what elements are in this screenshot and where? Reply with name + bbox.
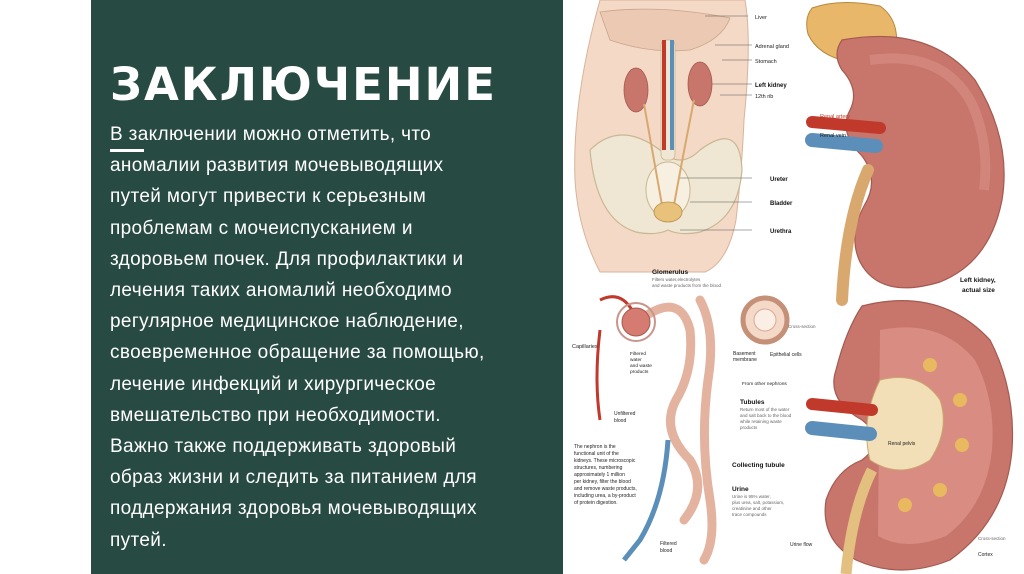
body-line: своевременное обращение за помощью, [110, 342, 485, 364]
label-capillaries: Capillaries [572, 344, 598, 350]
body-line: регулярное медицинское наблюдение, [110, 311, 464, 333]
label-tubules-sub-3: while retaining waste [740, 419, 782, 424]
renal-artery [812, 122, 880, 128]
label-unfiltered-1: Unfiltered [614, 411, 636, 417]
label-urine-sub-1: Urine is 95% water, [732, 494, 771, 499]
label-urine-sub-4: trace compounds [732, 512, 767, 517]
bladder-small [654, 202, 682, 222]
body-line: вмешательство при необходимости. [110, 404, 441, 426]
label-from-other: From other nephrons [742, 382, 787, 387]
body-line: путей. [110, 529, 167, 551]
label-ureter: Ureter [770, 177, 788, 183]
body-line: лечение инфекций и хирургическое [110, 373, 437, 395]
label-cortex: Cortex [978, 552, 993, 558]
label-glomerulus-sub-1: Filters water,electrolytes [652, 277, 701, 282]
label-urine-sub-3: creatinine and other [732, 506, 772, 511]
glomerulus-ball [622, 308, 650, 336]
label-tubules-sub-2: and salt back to the blood [740, 413, 792, 418]
big-kidney [837, 36, 1004, 287]
slide-title: ЗАКЛЮЧЕНИЕ [110, 58, 497, 111]
label-left-kidney-size-2: actual size [962, 287, 995, 294]
label-epithelial: Epithelial cells [770, 352, 802, 358]
nephron-desc-line: approximately 1 million [574, 472, 625, 478]
nephron-desc-line: and remove waste products, [574, 486, 637, 492]
label-renal-vein: Renal vein [820, 133, 846, 139]
body-line: аномалии развития мочевыводящих [110, 155, 444, 177]
kidney-section-diagram [790, 301, 1013, 574]
label-liver: Liver [755, 15, 767, 21]
nephron-desc-line: per kidney, filter the blood [574, 479, 631, 485]
label-cross-section-kidney: Cross-section [978, 536, 1006, 541]
body-line: лечения таких аномалий необходимо [110, 280, 452, 302]
body-line: Важно также поддерживать здоровый [110, 436, 457, 458]
label-tubules: Tubules [740, 399, 765, 406]
body-line: здоровьем почек. Для профилактики и [110, 248, 464, 270]
nephron-description [574, 444, 637, 506]
label-urine-sub-2: plus urea, salt, potassium, [732, 500, 785, 505]
label-stomach: Stomach [755, 59, 777, 65]
label-tubules-sub-4: products [740, 425, 758, 430]
label-urine-flow: Urine flow [790, 542, 813, 548]
nephron-desc-line: structures, numbering [574, 465, 623, 471]
torso-diagram [575, 0, 793, 272]
left-kidney-small [688, 62, 712, 106]
label-cross-section-nephron: Cross-section [788, 324, 816, 329]
nephron-desc-line: functional unit of the [574, 451, 619, 457]
urinary-system-illustration [563, 0, 1024, 574]
label-glomerulus: Glomerulus [652, 269, 689, 276]
label-urine: Urine [732, 486, 749, 493]
label-unfiltered-2: blood [614, 418, 627, 424]
label-tubules-sub-1: Return most of the water [740, 407, 790, 412]
body-line: образ жизни и следить за питанием для [110, 467, 477, 489]
body-line: поддержания здоровья мочевыводящих [110, 498, 477, 520]
label-collecting: Collecting tubule [732, 462, 785, 469]
label-filtered-blood-1: Filtered [660, 541, 677, 547]
label-renal-pelvis: Renal pelvis [888, 441, 916, 447]
tubule-cross-section [743, 298, 787, 342]
nephron-desc-line: including urea, a by-product [574, 493, 636, 499]
body-line: путей могут привести к серьезным [110, 186, 427, 208]
label-left-kidney-size-1: Left kidney, [960, 277, 996, 284]
nephron-desc-line: of protein digestion. [574, 500, 618, 506]
label-rib: 12th rib [755, 94, 774, 100]
label-filtered-3: and waste [630, 364, 652, 369]
kidney-diagram [807, 2, 1004, 300]
label-renal-artery: Renal artery [820, 114, 850, 120]
nephron-desc-line: The nephron is the [574, 444, 616, 450]
nephron-desc-line: kidneys. These microscopic [574, 458, 636, 464]
label-urethra: Urethra [770, 229, 792, 235]
body-line: проблемам с мочеиспусканием и [110, 217, 413, 239]
section-renal-vein [812, 428, 870, 434]
label-adrenal: Adrenal gland [755, 44, 789, 50]
renal-pelvis [867, 378, 944, 471]
label-bladder: Bladder [770, 201, 793, 207]
label-basement-1: Basement [733, 351, 756, 357]
label-filtered-1: Filtered [630, 352, 646, 357]
label-filtered-4: products [630, 370, 649, 375]
label-filtered-blood-2: blood [660, 548, 673, 554]
section-renal-artery [812, 404, 872, 410]
body-line: В заключении можно отметить, что [110, 124, 432, 145]
nephron-diagram [572, 269, 816, 560]
renal-vein [812, 140, 876, 146]
label-filtered-2: water [630, 358, 642, 363]
label-basement-2: membrane [733, 357, 757, 363]
label-left-kidney: Left kidney [755, 83, 787, 89]
label-glomerulus-sub-2: and waste products from the blood [652, 283, 722, 288]
slide-body [110, 119, 550, 556]
